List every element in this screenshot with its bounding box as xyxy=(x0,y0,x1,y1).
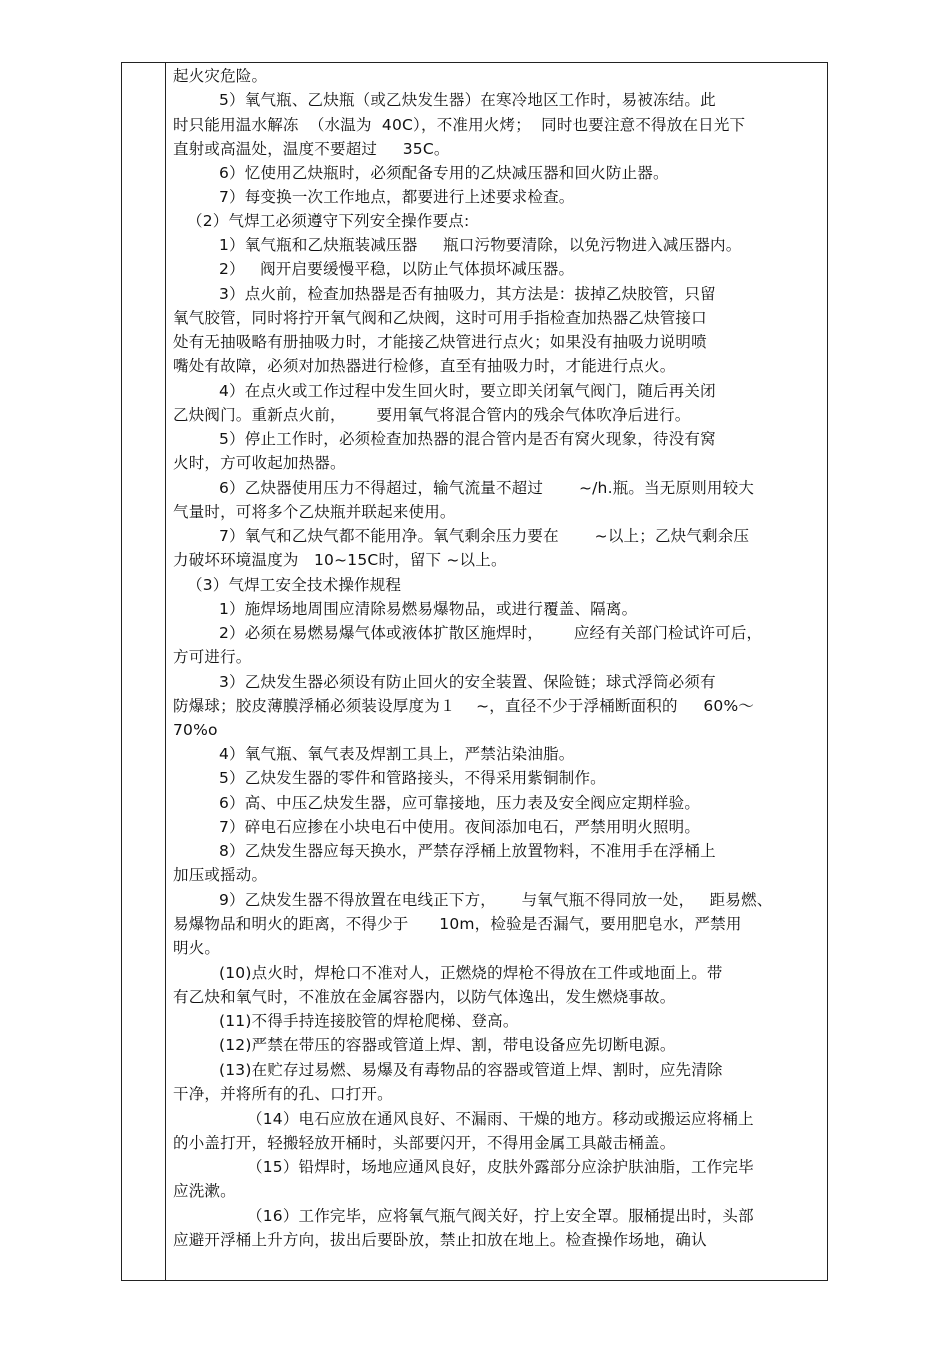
document-table xyxy=(121,62,828,1281)
text-line: 1）氧气瓶和乙炔瓶装减压器 瓶口污物要清除，以免污物进入减压器内。 xyxy=(219,236,742,254)
text-line: （2）气焊工必须遵守下列安全操作要点: xyxy=(187,212,470,230)
text-line: 5）氧气瓶、乙炔瓶（或乙炔发生器）在寒冷地区工作时，易被冻结。此 xyxy=(219,91,716,109)
text-line: 气量时，可将多个乙炔瓶并联起来使用。 xyxy=(173,503,456,521)
text-line: 易爆物品和明火的距离，不得少于 10m，检验是否漏气，要用肥皂水，严禁用 xyxy=(173,915,742,933)
text-line: 应洗漱。 xyxy=(173,1182,236,1200)
text-line: 4）在点火或工作过程中发生回火时，要立即关闭氧气阀门，随后再关闭 xyxy=(219,382,716,400)
text-line: 8）乙炔发生器应每天换水，严禁存浮桶上放置物料，不准用手在浮桶上 xyxy=(219,842,716,860)
text-line: 乙炔阀门。重新点火前， 要用氧气将混合管内的残余气体吹净后进行。 xyxy=(173,406,691,424)
text-line: 7）每变换一次工作地点，都要进行上述要求检查。 xyxy=(219,188,575,206)
text-line: (11)不得手持连接胶管的焊枪爬梯、登高。 xyxy=(219,1012,519,1030)
text-line: 3）点火前，检查加热器是否有抽吸力，其方法是：拔掉乙炔胶管，只留 xyxy=(219,285,716,303)
text-line: 干净，并将所有的孔、口打开。 xyxy=(173,1085,393,1103)
text-line: 明火。 xyxy=(173,939,221,957)
text-line: 的小盖打开，轻搬轻放开桶时，头部要闪开，不得用金属工具敲击桶盖。 xyxy=(173,1134,676,1152)
text-line: 7）氧气和乙炔气都不能用净。氧气剩余压力要在 ~以上；乙炔气剩余压 xyxy=(219,527,750,545)
text-line: (10)点火时，焊枪口不准对人，正燃烧的焊枪不得放在工件或地面上。带 xyxy=(219,964,723,982)
text-line: 时只能用温水解冻 （水温为 40C），不准用火烤； 同时也要注意不得放在日光下 xyxy=(173,116,746,134)
text-line: 2）必须在易燃易爆气体或液体扩散区施焊时， 应经有关部门检试许可后， xyxy=(219,624,763,642)
text-line: 7）碎电石应掺在小块电石中使用。夜间添加电石，严禁用明火照明。 xyxy=(219,818,701,836)
text-line: 火时，方可收起加热器。 xyxy=(173,454,346,472)
text-line: 应避开浮桶上升方向，拔出后要卧放，禁止扣放在地上。检查操作场地，确认 xyxy=(173,1231,707,1249)
text-line: 直射或高温处，温度不要超过 35C。 xyxy=(173,140,450,158)
text-line: 3）乙炔发生器必须设有防止回火的安全装置、保险链；球式浮筒必须有 xyxy=(219,673,716,691)
table-left-column xyxy=(122,63,166,1280)
text-line: 方可进行。 xyxy=(173,648,252,666)
text-line: 70%o xyxy=(173,721,218,739)
text-line: (13)在贮存过易燃、易爆及有毒物品的容器或管道上焊、割时，应先清除 xyxy=(219,1061,723,1079)
text-line: 9）乙炔发生器不得放置在电线正下方， 与氧气瓶不得同放一处， 距易燃、 xyxy=(219,891,773,909)
text-line: 6）高、中压乙炔发生器，应可靠接地，压力表及安全阀应定期样验。 xyxy=(219,794,701,812)
text-line: 6）乙炔器使用压力不得超过，输气流量不超过 ~/h.瓶。当无原则用较大 xyxy=(219,479,755,497)
text-line: 有乙炔和氧气时，不准放在金属容器内，以防气体逸出，发生燃烧事故。 xyxy=(173,988,676,1006)
text-line: 6）忆使用乙炔瓶时，必须配备专用的乙炔减压器和回火防止器。 xyxy=(219,164,669,182)
text-line: （15）铅焊时，场地应通风良好，皮肤外露部分应涂护肤油脂，工作完毕 xyxy=(247,1158,754,1176)
text-line: 氧气胶管，同时将拧开氧气阀和乙炔阀，这时可用手指检查加热器乙炔管接口 xyxy=(173,309,707,327)
text-line: 5）乙炔发生器的零件和管路接头，不得采用紫铜制作。 xyxy=(219,769,606,787)
text-line: （14）电石应放在通风良好、不漏雨、干燥的地方。移动或搬运应将桶上 xyxy=(247,1110,754,1128)
text-line: (12)严禁在带压的容器或管道上焊、割，带电设备应先切断电源。 xyxy=(219,1036,676,1054)
text-line: 力破坏环境温度为 10~15C时，留下 ~以上。 xyxy=(173,551,507,569)
text-line: （16）工作完毕，应将氧气瓶气阀关好，拧上安全罩。服桶提出时，头部 xyxy=(247,1207,754,1225)
text-line: （3）气焊工安全技术操作规程 xyxy=(187,576,402,594)
text-line: 加压或摇动。 xyxy=(173,866,268,884)
text-line: 5）停止工作时，必须检查加热器的混合管内是否有窝火现象，待没有窝 xyxy=(219,430,716,448)
text-line: 2） 阀开启要缓慢平稳，以防止气体损坏减压器。 xyxy=(219,260,575,278)
text-line: 起火灾危险。 xyxy=(173,67,268,85)
text-line: 4）氧气瓶、氧气表及焊割工具上，严禁沾染油脂。 xyxy=(219,745,575,763)
text-line: 1）施焊场地周围应清除易燃易爆物品，或进行覆盖、隔离。 xyxy=(219,600,638,618)
text-line: 处有无抽吸略有册抽吸力时，才能接乙炔管进行点火；如果没有抽吸力说明喷 xyxy=(173,333,707,351)
text-line: 嘴处有故障，必须对加热器进行检修，直至有抽吸力时，才能进行点火。 xyxy=(173,357,676,375)
text-line: 防爆球；胶皮薄膜浮桶必须装设厚度为１ ~，直径不少于浮桶断面积的 60%～ xyxy=(173,697,755,715)
